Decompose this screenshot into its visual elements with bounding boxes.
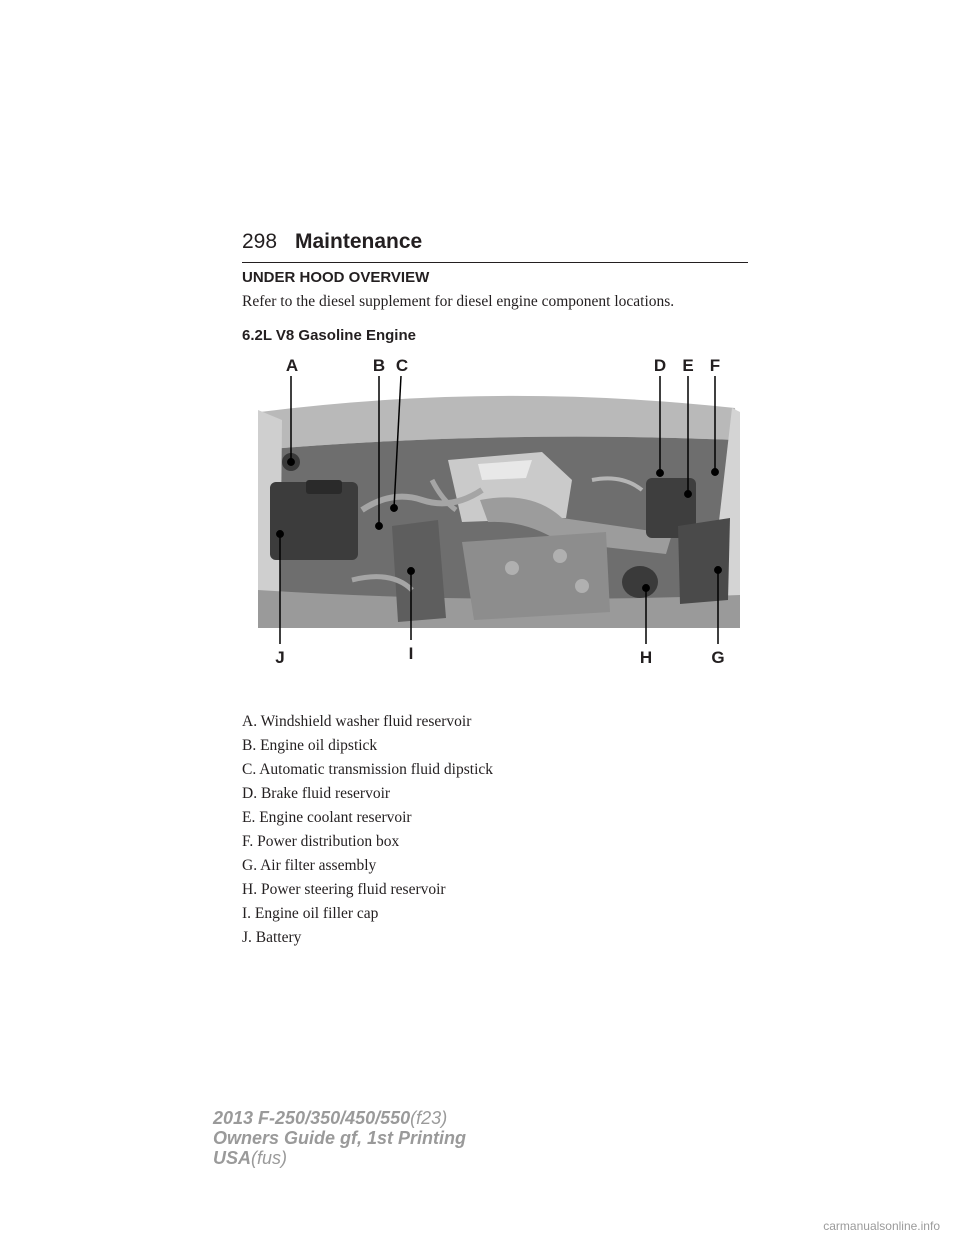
callout-g: G bbox=[711, 648, 725, 667]
legend-item: D. Brake fluid reservoir bbox=[242, 785, 391, 802]
footer-line-2: Owners Guide gf, 1st Printing bbox=[213, 1128, 467, 1148]
legend-item: B. Engine oil dipstick bbox=[242, 737, 378, 754]
legend-item: I. Engine oil filler cap bbox=[242, 905, 379, 922]
document-footer bbox=[213, 1108, 466, 1168]
footer-line-3 bbox=[213, 1148, 466, 1168]
legend-item: F. Power distribution box bbox=[242, 833, 400, 850]
footer-line-1 bbox=[213, 1108, 466, 1128]
callout-c: C bbox=[395, 356, 409, 375]
legend-item: C. Automatic transmission fluid dipstick bbox=[242, 761, 494, 778]
callout-d: D bbox=[653, 356, 667, 375]
footer-model: 2013 F-250/350/450/550 bbox=[213, 1108, 411, 1128]
watermark: carmanualsonline.info bbox=[823, 1219, 940, 1233]
callout-h: H bbox=[639, 648, 653, 667]
component-legend bbox=[242, 712, 493, 952]
footer-region-code: (fus) bbox=[251, 1148, 288, 1168]
callout-a: A bbox=[285, 356, 299, 375]
callout-f: F bbox=[709, 356, 721, 375]
section-title: UNDER HOOD OVERVIEW bbox=[242, 269, 430, 286]
chapter-title: Maintenance bbox=[295, 230, 423, 253]
engine-bay-figure bbox=[242, 350, 748, 680]
engine-bay-illustration bbox=[242, 350, 748, 680]
legend-item: A. Windshield washer fluid reservoir bbox=[242, 713, 472, 730]
legend-item: J. Battery bbox=[242, 929, 302, 946]
callout-b: B bbox=[372, 356, 386, 375]
legend-item: H. Power steering fluid reservoir bbox=[242, 881, 446, 898]
callout-e: E bbox=[682, 356, 694, 375]
callout-j: J bbox=[275, 648, 285, 667]
engine-subtitle: 6.2L V8 Gasoline Engine bbox=[242, 327, 416, 344]
footer-code: (f23) bbox=[410, 1108, 448, 1128]
page-header bbox=[242, 230, 748, 263]
callout-i: I bbox=[408, 644, 414, 663]
footer-region: USA bbox=[213, 1148, 252, 1168]
legend-item: E. Engine coolant reservoir bbox=[242, 809, 412, 826]
legend-item: G. Air filter assembly bbox=[242, 857, 377, 874]
page-number: 298 bbox=[242, 230, 278, 253]
intro-paragraph: Refer to the diesel supplement for diesel engine component locations. bbox=[242, 293, 675, 310]
